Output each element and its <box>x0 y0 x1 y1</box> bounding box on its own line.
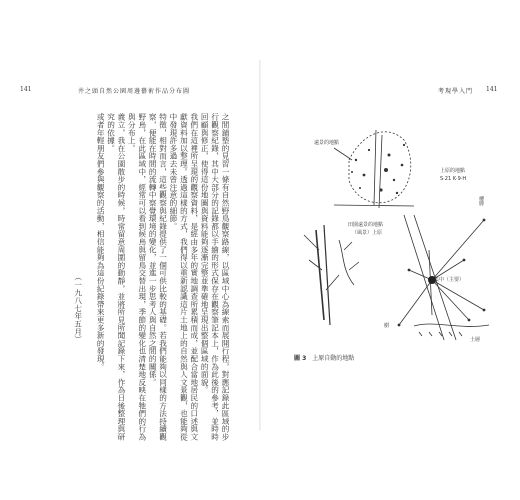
figure-label: 土層 <box>470 337 481 343</box>
figure-label: 樹 <box>384 323 390 329</box>
paragraph: 野鳥，在此區域中，經常可以看到候鳥與留鳥交替出現，季節的變化也清楚地反映在牠們的行為與分布上。 <box>127 113 147 441</box>
figure-caption-text: 上原自動的地點 <box>312 355 355 362</box>
figure-label: S·21 K·9·H <box>440 176 467 182</box>
left-running-head: 井之頭自然公園周邊藝術作品分布圖 <box>78 88 191 95</box>
paragraph: 之間鋪墊的見習一條有自然野鳥觀察路線，以區域中心為線索而展開行程，對應記錄此區域的步行觀察紀錄，其中大部分的記錄都以手繪的形式保存在觀察筆記本上，作為此後的參考，並時時回顧與修正，使得這份地圖與資料能夠逐漸完整並準確地呈現出整個區域的面貌。 <box>200 113 230 441</box>
figure-label: （風景）上原 <box>352 230 383 236</box>
figure-label: 樓牌 <box>478 196 484 206</box>
figure-label: 田園遠景的地點 <box>348 222 384 228</box>
right-running-head: 考現學入門 <box>438 88 474 95</box>
figure-number: 圖 3 <box>294 355 307 362</box>
figure-label: 遠景的地點 <box>314 140 340 146</box>
paragraph: 我們在這裡所呈現的觀察資料，是經由多年的實地調查所累積而成，並配合當地居民的口述與文獻資料加以整理。透過這樣的方式，我們得以重新認識這片土地上的自然與人文景觀，也能夠從中發現許多過去未曾注意的細節。 <box>168 113 199 441</box>
paragraph: 義立，我在公園散步的時候，時常留意周圍的動靜，並將所見所聞記錄下來，作為日後整理與研究的依據。 <box>106 113 126 441</box>
date-note: （一九八七年五月） <box>73 273 83 344</box>
sketch-map-figure <box>294 120 494 348</box>
body-text-column <box>73 113 230 443</box>
paragraph: 特徵，相對而言，這些觀察與紀錄提供了一個可供比較的基礎。若我們能夠以同樣的方法持續觀察，便能在時間的流轉中察覺環境的變化，並進一步思考人與自然之間的關係。 <box>148 113 168 441</box>
paragraph: 或者年輕朋友們參與觀察的活動，相信能夠為這份紀錄帶來更多新的發現。 <box>96 113 106 371</box>
left-page-number: 141 <box>20 86 32 93</box>
figure-caption <box>294 353 354 362</box>
right-page-number: 141 <box>486 86 498 93</box>
figure-label: 集中（主要） <box>434 277 465 283</box>
figure-label: 上原的地點 <box>440 168 466 174</box>
